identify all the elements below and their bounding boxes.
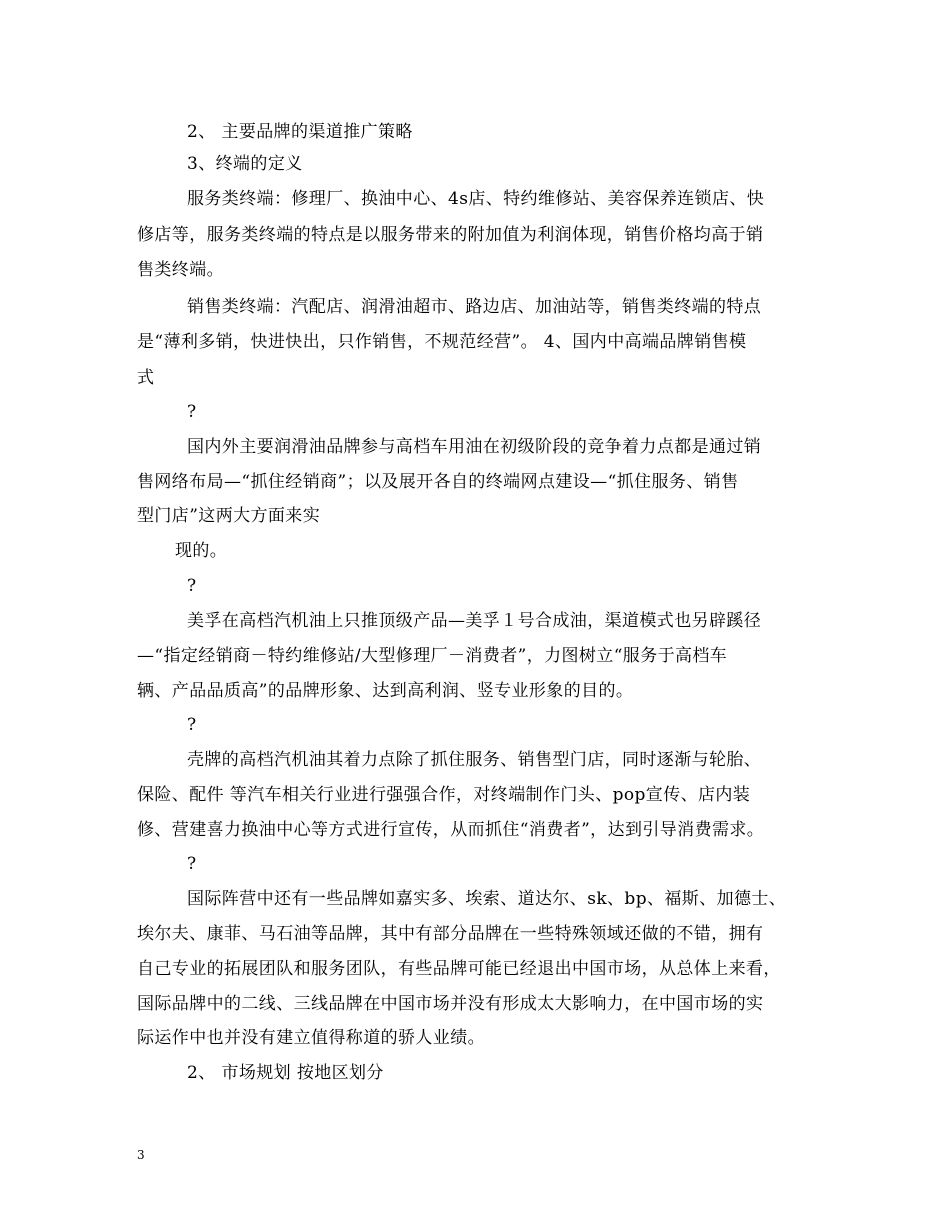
- placeholder-mark: ?: [187, 576, 197, 596]
- heading-market-planning: 2、 市场规划 按地区划分: [187, 1063, 384, 1083]
- placeholder-mark: ?: [187, 402, 197, 422]
- paragraph-line: 销售类终端：汽配店、润滑油超市、路边店、加油站等，销售类终端的特点: [187, 297, 762, 317]
- paragraph-line: —“指定经销商－特约维修站/大型修理厂－消费者”，力图树立“服务于高档车: [137, 646, 728, 666]
- paragraph-line: 壳牌的高档汽机油其着力点除了抓住服务、销售型门店，同时逐渐与轮胎、: [187, 750, 762, 770]
- placeholder-mark: ?: [187, 854, 197, 874]
- paragraph-line: 辆、产品品质高”的品牌形象、达到高利润、竖专业形象的目的。: [137, 681, 634, 701]
- paragraph-line: 修店等，服务类终端的特点是以服务带来的附加值为利润体现，销售价格均高于销: [137, 225, 764, 245]
- heading-channel-strategy: 2、 主要品牌的渠道推广策略: [187, 122, 413, 142]
- heading-terminal-definition: 3、终端的定义: [187, 154, 303, 174]
- paragraph-line: 国内外主要润滑油品牌参与高档车用油在初级阶段的竞争着力点都是通过销: [187, 437, 762, 457]
- paragraph-line: 服务类终端：修理厂、换油中心、4s店、特约维修站、美容保养连锁店、快: [187, 189, 765, 209]
- paragraph-line: 是“薄利多销，快进快出，只作销售，不规范经营”。 4、国内中高端品牌销售模: [137, 332, 747, 352]
- paragraph-line: 美孚在高档汽机油上只推顶级产品—美孚１号合成油，渠道模式也另辟蹊径: [187, 611, 762, 631]
- paragraph-line: 修、营建喜力换油中心等方式进行宣传，从而抓住“消费者”，达到引导消费需求。: [137, 820, 765, 840]
- paragraph-line: 际运作中也并没有建立值得称道的骄人业绩。: [137, 1028, 485, 1048]
- paragraph-line: 国际阵营中还有一些品牌如嘉实多、埃索、道达尔、sk、bp、福斯、加德士、: [187, 889, 787, 909]
- paragraph-line: 保险、配件 等汽车相关行业进行强强合作，对终端制作门头、pop宣传、店内装: [137, 785, 751, 805]
- paragraph-line: 式: [137, 368, 155, 388]
- paragraph-line: 型门店”这两大方面来实: [137, 506, 321, 526]
- paragraph-line: 售网络布局—“抓住经销商”；以及展开各自的终端网点建设—“抓住服务、销售: [137, 472, 739, 492]
- paragraph-line: 自己专业的拓展团队和服务团队，有些品牌可能已经退出中国市场，从总体上来看，: [137, 959, 781, 979]
- paragraph-line: 埃尔夫、康菲、马石油等品牌，其中有部分品牌在一些特殊领域还做的不错，拥有: [137, 924, 764, 944]
- paragraph-line: 现的。: [175, 541, 228, 561]
- paragraph-line: 售类终端。: [137, 260, 224, 280]
- page-number: 3: [137, 1148, 145, 1162]
- paragraph-line: 国际品牌中的二线、三线品牌在中国市场并没有形成太大影响力，在中国市场的实: [137, 994, 764, 1014]
- placeholder-mark: ?: [187, 715, 197, 735]
